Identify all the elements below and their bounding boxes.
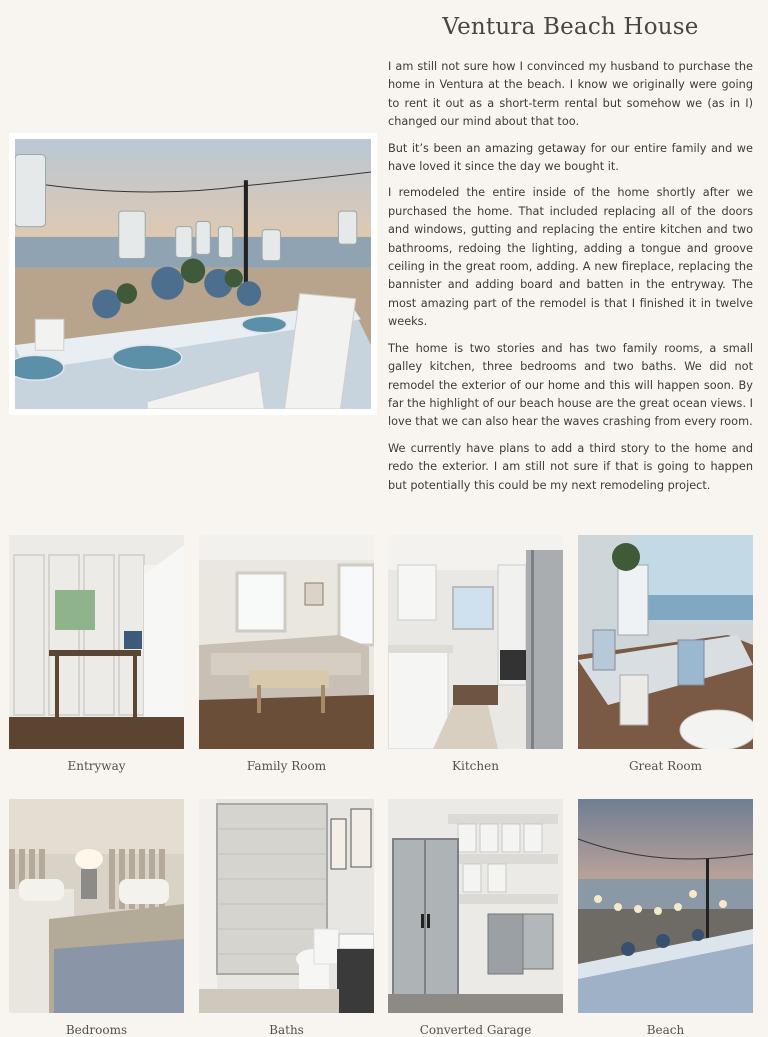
bedrooms-photo[interactable]: [9, 799, 184, 1013]
caption-beach: Beach: [646, 1023, 685, 1037]
caption-bedrooms: Bedrooms: [65, 1023, 128, 1037]
article-paragraph: But it’s been an amazing getaway for our entire family and we have loved it since the day we bought it.: [388, 141, 753, 174]
gallery-tile-baths[interactable]: [199, 799, 374, 1037]
gallery-tile-great-room[interactable]: [578, 535, 753, 773]
gallery-tile-entryway[interactable]: [9, 535, 184, 773]
kitchen-photo[interactable]: [388, 535, 563, 749]
gallery-tile-beach[interactable]: [578, 799, 753, 1037]
caption-baths: Baths: [269, 1023, 304, 1037]
caption-entryway: Entryway: [67, 759, 126, 773]
article-paragraph: I am still not sure how I convinced my husband to purchase the home in Ventura at the beach. I know we originally were going to rent it out as a short-term rental but somehow we (as in I) changed our mind about that too.: [388, 60, 753, 129]
hero-photo-beach-dinner: [9, 133, 377, 415]
caption-great-room: Great Room: [628, 759, 703, 773]
entryway-photo[interactable]: [9, 535, 184, 749]
gallery-tile-kitchen[interactable]: [388, 535, 563, 773]
gallery-tile-converted-garage[interactable]: [388, 799, 563, 1037]
caption-family-room: Family Room: [246, 759, 327, 773]
article-paragraph: The home is two stories and has two family rooms, a small galley kitchen, three bedrooms and two baths. We did not remodel the exterior of our home and this will happen soon. By far the highlight of our beach house are the great ocean views. I love that we can also hear the waves crashing from every room.: [388, 341, 753, 429]
caption-kitchen: Kitchen: [452, 759, 499, 773]
baths-photo[interactable]: [199, 799, 374, 1013]
caption-converted-garage: Converted Garage: [419, 1023, 532, 1037]
page-title: Ventura Beach House: [442, 14, 699, 40]
article-paragraph: We currently have plans to add a third story to the home and redo the exterior. I am still not sure if that is going to happen but potentially this could be my next remodeling project.: [388, 441, 753, 492]
gallery-tile-family-room[interactable]: [199, 535, 374, 773]
great-room-photo[interactable]: [578, 535, 753, 749]
family-room-photo[interactable]: [199, 535, 374, 749]
article-paragraph: I remodeled the entire inside of the home shortly after we purchased the home. That included replacing all of the doors and windows, gutting and replacing the entire kitchen and two bathrooms, redoing the lighting, adding a tongue and groove ceiling in the great room, adding. A new fireplace, replacing the bannister and adding board and batten in the entryway. The most amazing part of the remodel is that I finished it in twelve weeks.: [388, 186, 753, 329]
beach-photo[interactable]: [578, 799, 753, 1013]
converted-garage-photo[interactable]: [388, 799, 563, 1013]
article: [388, 14, 753, 503]
gallery-tile-bedrooms[interactable]: [9, 799, 184, 1037]
